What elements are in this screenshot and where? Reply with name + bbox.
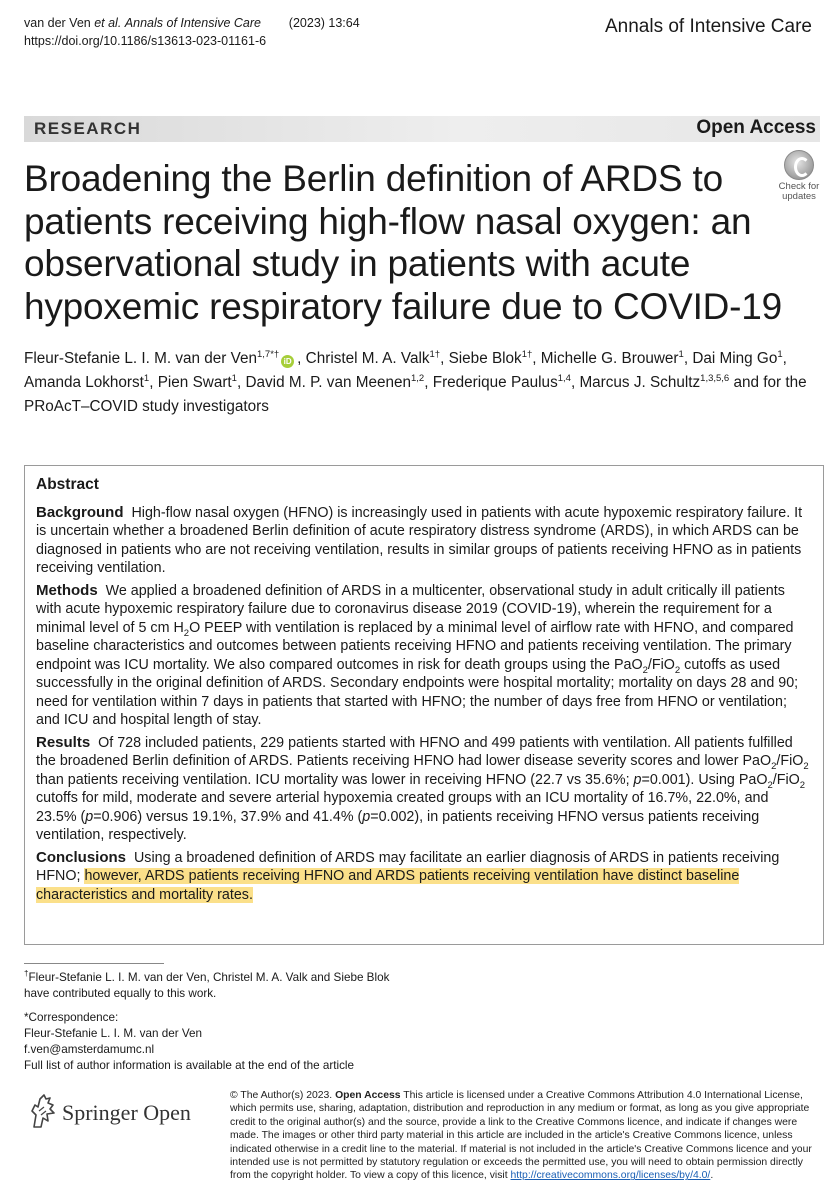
dagger-symbol: † [24, 969, 29, 979]
author-affiliation: 1,2 [411, 372, 425, 384]
equal-contribution-note [24, 970, 404, 1002]
abstract-conclusions [36, 849, 811, 905]
open-access-label: Open Access [696, 117, 816, 138]
license-link[interactable]: http://creativecommons.org/licenses/by/4.0/ [510, 1170, 711, 1182]
highlighted-text: however, ARDS patients receiving HFNO and ARDS patients receiving ventilation have distinct baseline characteristics and mortality rates. [36, 868, 740, 903]
check-updates-icon [784, 150, 814, 180]
author-name[interactable]: David M. P. van Meenen [245, 374, 411, 391]
header-etal: et al. [94, 16, 122, 30]
p-symbol: p [85, 808, 94, 825]
methods-text: We applied a broadened definition of ARDS in a multicenter, observational study in adult critically ill patients with acute hypoxemic respiratory failure due to coronavirus disease 2019 (COVID-19), wherein the requirement for a minimal level of 5 cm H [36, 582, 785, 636]
author-affiliation: 1 [231, 372, 237, 384]
results-text: /FiO [772, 771, 800, 788]
header-year-volume: (2023) 13:64 [288, 16, 360, 30]
orcid-icon[interactable]: iD [281, 355, 294, 368]
doi-link[interactable]: https://doi.org/10.1186/s13613-023-01161-6 [24, 34, 267, 48]
author-affiliation: 1 [143, 372, 150, 384]
journal-name: Annals of Intensive Care [604, 16, 812, 37]
author-list: Fleur-Stefanie L. I. M. van der Ven$^{1,7*\dagger}$iD , Christel M. A. Valk$^{1\dagger}$, Siebe Blok$^{1\dagger}$, Michelle G. Brouwer$^1$, Dai Ming Go$^1$, Amanda Lokhorst$^1$, Pien Swart$^1$, David M. P. van Meenen$^{1,2}$, Frederique Paulus$^{1,4}$, Marcus J. Schultz$^{1,3,5,6}$ and for the PRoAcT–COVID study investigators [24, 348, 807, 415]
author-affiliation: 1 [678, 348, 684, 360]
results-text: =0.906) versus 19.1%, 37.9% and 41.4% ( [93, 808, 363, 825]
conclusions-label: Conclusions [36, 848, 127, 866]
article-type-band [24, 116, 820, 142]
subscript: 2 [642, 664, 648, 676]
springer-open-logo[interactable] [28, 1093, 208, 1133]
p-symbol: p [633, 771, 642, 788]
methods-label: Methods [36, 581, 98, 599]
article-type-label: RESEARCH [34, 119, 142, 138]
methods-text: cutoffs as used successfully in the original definition of ARDS. Secondary endpoints were hospital mortality; mortality on days 28 and 90; need for ventilation within 7 days in patients that started with HFNO; the number of days free from HFNO or ventilation; and ICU and hospital length of stay. [36, 656, 799, 728]
correspondence-label: *Correspondence: [24, 1011, 119, 1024]
results-label: Results [36, 733, 91, 751]
license-text: This article is licensed under a Creative Commons Attribution 4.0 International License, which permits use, sharing, adaptation, distribution and reproduction in any medium or format, as long as you give appropriate credit to the original author(s) and the source, provide a link to the Creative Commons licence, and indicate if changes were made. The images or other third party material in this article are included in the article's Creative Commons licence, unless indicated otherwise in a credit line to the material. If material is not included in the article's Creative Commons licence and your intended use is not permitted by statutory regulation or exceeds the permitted use, you will need to obtain permission directly from the copyright holder. To view a copy of this licence, visit [230, 1090, 812, 1182]
running-header [24, 14, 360, 50]
full-author-info-note: Full list of author information is available at the end of the article [24, 1059, 355, 1072]
footnotes [24, 970, 404, 1074]
author-name[interactable]: Marcus J. Schultz [579, 374, 701, 391]
header-journal: Annals of Intensive Care [124, 16, 261, 30]
springer-horse-icon [28, 1093, 58, 1129]
footnote-divider [24, 963, 164, 964]
author-name[interactable]: Siebe Blok [448, 350, 522, 367]
results-text: than patients receiving ventilation. ICU mortality was lower in receiving HFNO (22.7 vs 35.6%; [36, 771, 634, 788]
subscript: 2 [183, 627, 190, 639]
methods-text: /FiO [647, 656, 675, 673]
author-name[interactable]: Frederique Paulus [432, 374, 558, 391]
license-end: . [710, 1170, 714, 1182]
results-text: =0.001). Using PaO [641, 771, 768, 788]
author-name[interactable]: Christel M. A. Valk [305, 350, 430, 367]
correspondence-name: Fleur-Stefanie L. I. M. van der Ven [24, 1027, 202, 1040]
methods-text: O PEEP with ventilation is replaced by a minimal level of airflow rate with HFNO, and compared baseline characteristics and outcomes between patients receiving HFNO and patients receiving ventilation. The primary endpoint was ICU mortality. We also compared outcomes in risk for death groups using the PaO [36, 619, 794, 673]
subscript: 2 [674, 664, 681, 676]
license-statement [230, 1089, 824, 1183]
conclusions-text: Using a broadened definition of ARDS may facilitate an earlier diagnosis of ARDS in patients receiving HFNO; [36, 849, 780, 884]
abstract-box [24, 465, 824, 945]
author-affiliation: 1,4 [557, 372, 571, 384]
abstract-heading: Abstract [36, 476, 99, 493]
author-affiliation: 1† [521, 348, 533, 360]
results-text: /FiO [776, 753, 804, 769]
author-name[interactable]: Pien Swart [157, 374, 232, 391]
abstract-background [36, 504, 811, 578]
header-authors: van der Ven [24, 16, 91, 30]
results-text: Of 728 included patients, 229 patients started with HFNO and 499 patients with ventilation. All patients fulfilled the broadened Berlin definition of ARDS. Patients receiving HFNO had lower disease severity scores and lower PaO [36, 734, 793, 769]
abstract-results [36, 734, 811, 845]
results-text: cutoffs for mild, moderate and severe arterial hypoxemia created groups with an ICU mortality of 16.7%, 22.0%, and 23.5% ( [36, 790, 769, 825]
subscript: 2 [803, 760, 809, 772]
author-affiliation: 1,3,5,6 [700, 372, 730, 384]
license-open-access: Open Access [335, 1090, 401, 1101]
citation-line [24, 14, 360, 32]
publisher-name: Springer Open [62, 1100, 191, 1125]
abstract-methods [36, 582, 811, 730]
equal-contribution-text: Fleur-Stefanie L. I. M. van der Ven, Christel M. A. Valk and Siebe Blok have contributed equally to this work. [24, 971, 390, 1000]
background-label: Background [36, 503, 124, 521]
author-name[interactable]: Amanda Lokhorst [24, 374, 144, 391]
author-name[interactable]: Fleur-Stefanie L. I. M. van der Ven [24, 350, 257, 367]
author-name[interactable]: Michelle G. Brouwer [540, 350, 679, 367]
author-affiliation: 1,7*† [256, 348, 280, 360]
article-title: Broadening the Berlin definition of ARDS to patients receiving high-flow nasal oxygen: an observational study in patients with acute hypoxemic respiratory failure due to COVID-19 [24, 158, 783, 327]
results-text: =0.002), in patients receiving HFNO versus patients receiving ventilation, respectively. [36, 808, 760, 843]
p-symbol: p [362, 808, 371, 825]
correspondence-email[interactable]: f.ven@amsterdamumc.nl [24, 1043, 155, 1056]
author-affiliation: 1 [777, 348, 783, 360]
subscript: 2 [799, 779, 806, 791]
subscript: 2 [767, 779, 773, 791]
background-text: High-flow nasal oxygen (HFNO) is increasingly used in patients with acute hypoxemic respiratory failure. It is uncertain whether a broadened Berlin definition of acute respiratory distress syndrome (ARDS), in which ARDS can be diagnosed in patients who are not receiving ventilation, results in similar groups of patients receiving HFNO as in patients receiving ventilation. [36, 504, 803, 576]
author-affiliation: 1† [429, 348, 441, 360]
author-name[interactable]: Dai Ming Go [692, 350, 778, 367]
subscript: 2 [771, 760, 777, 772]
copyright-text: © The Author(s) 2023. [230, 1090, 333, 1101]
authors-tail: and for the PRoAcT–COVID study investigators [24, 374, 807, 415]
check-updates-text: Check for updates [778, 181, 820, 202]
